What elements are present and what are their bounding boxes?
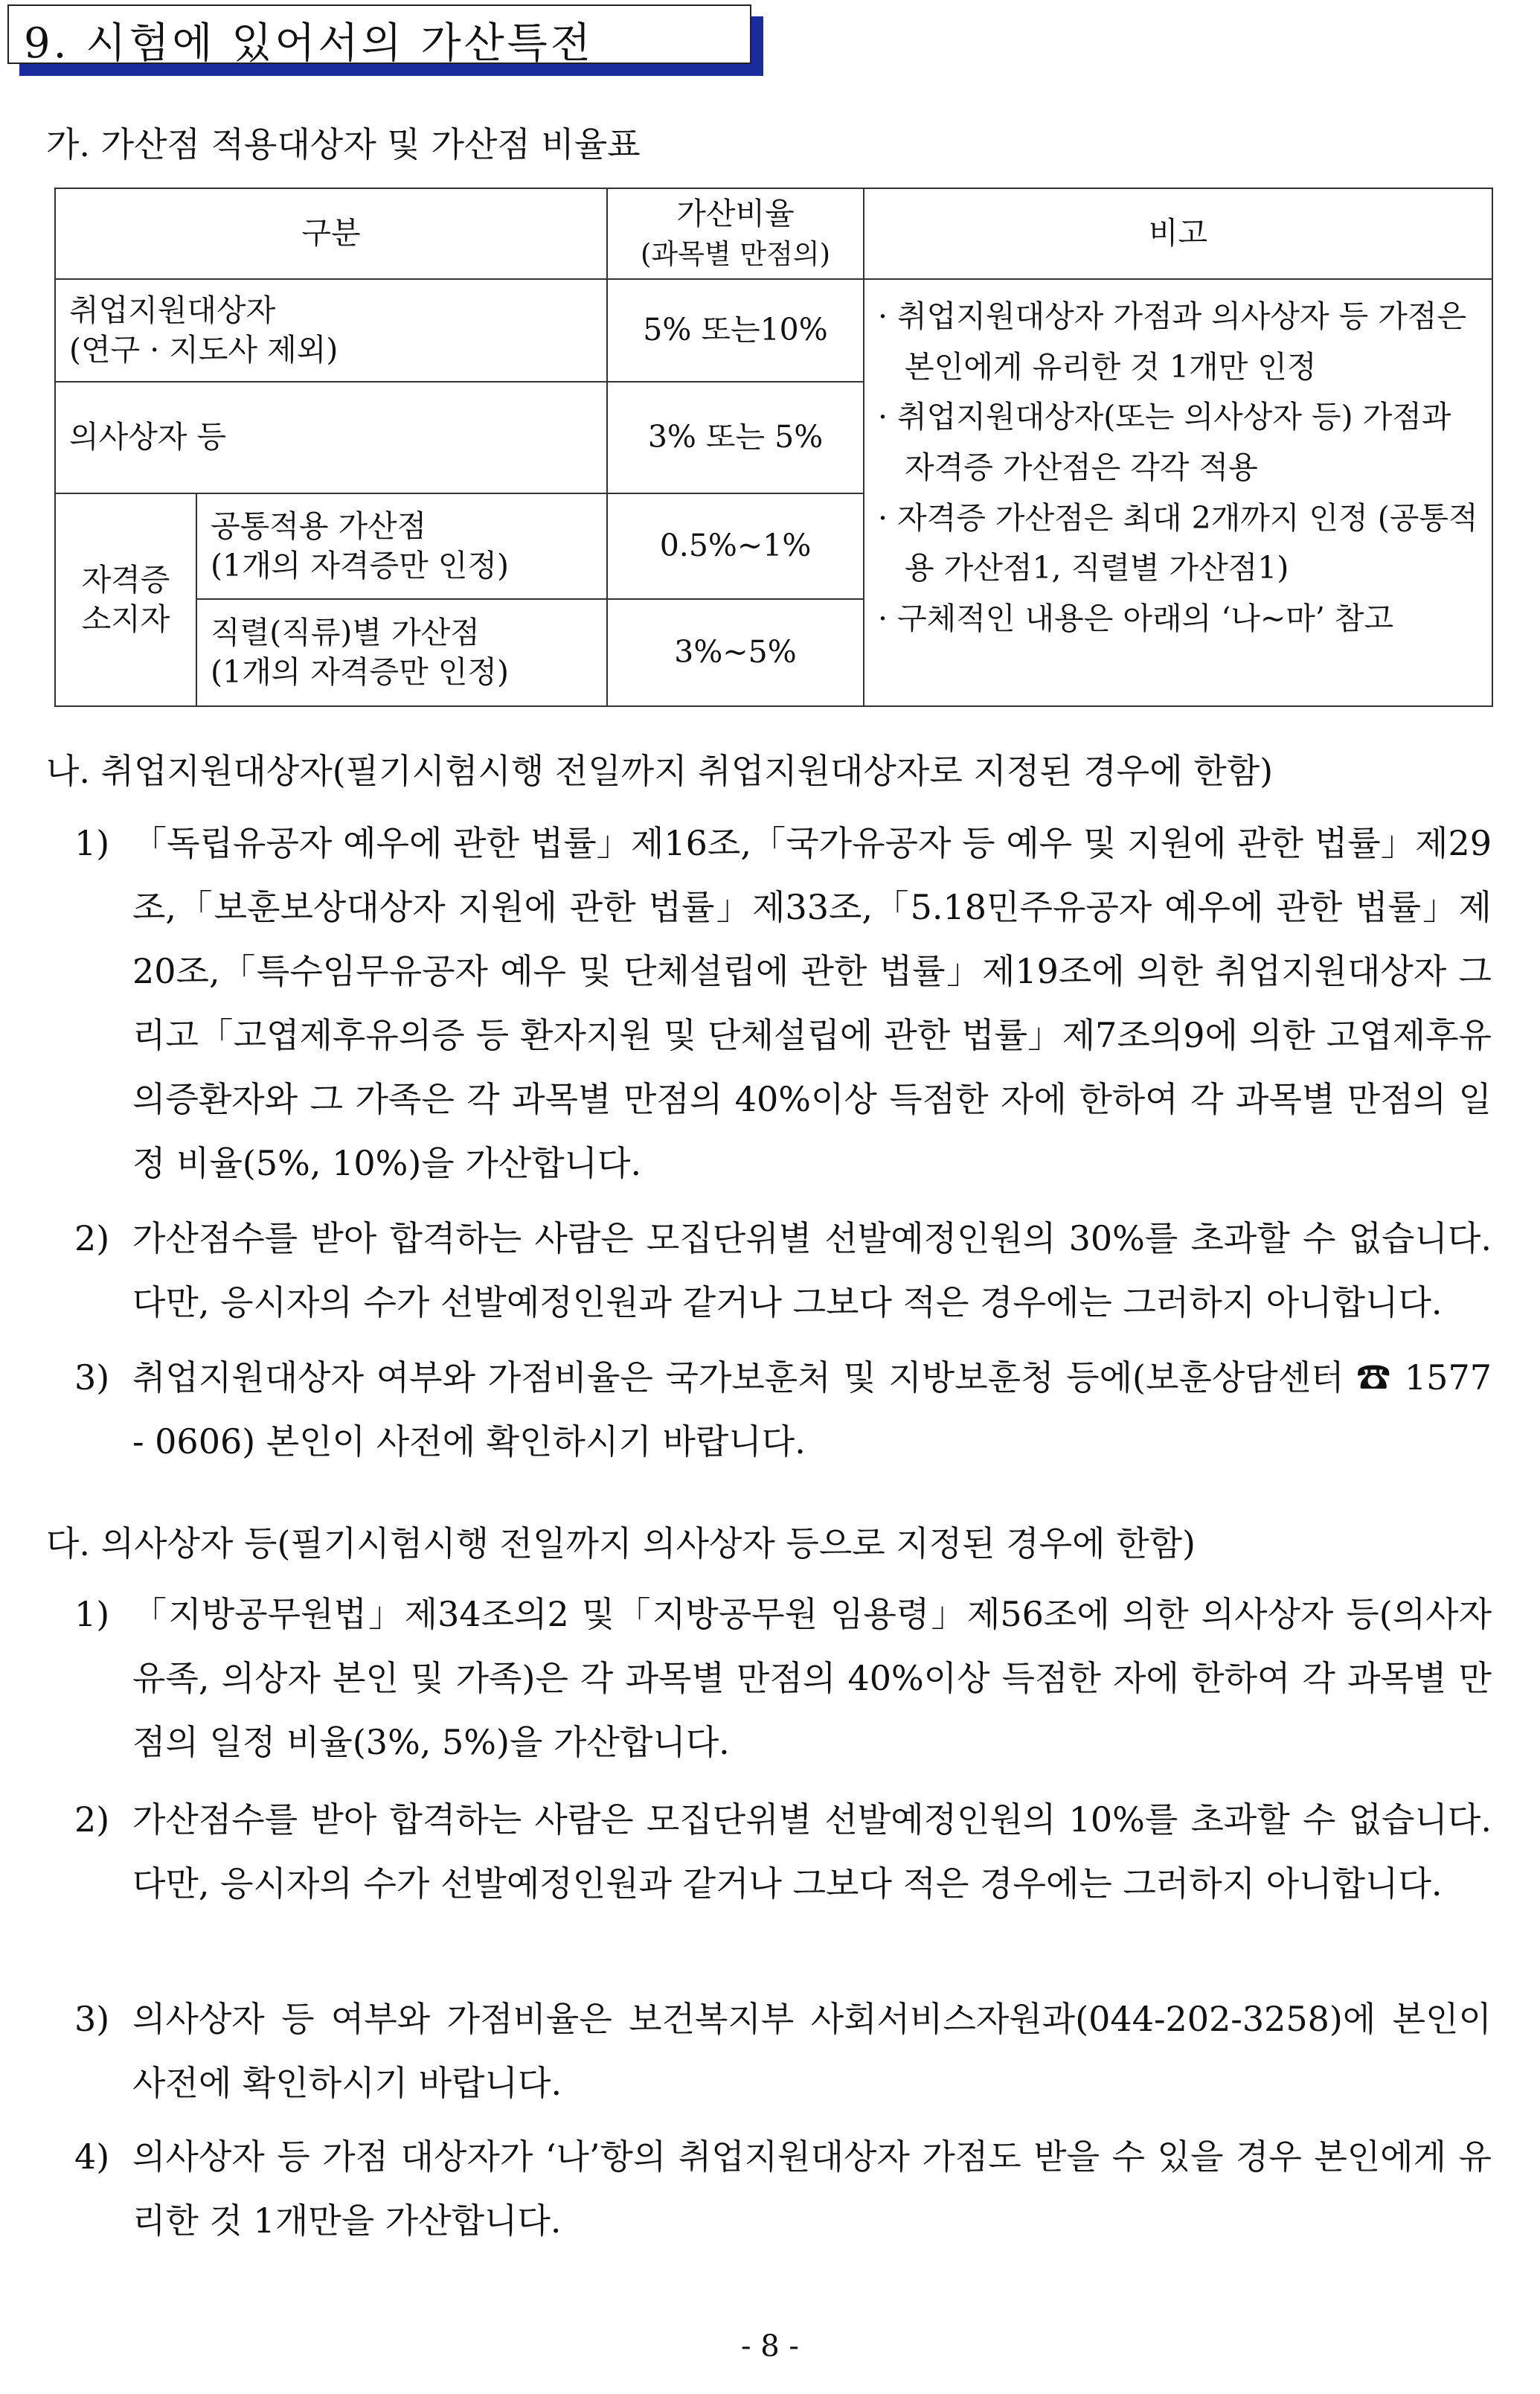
cert-common-label — [196, 493, 607, 599]
header-ratio-line1: 가산비율 — [676, 195, 795, 231]
cert-group-line1: 자격증 — [81, 561, 170, 598]
item-number: 2) — [74, 1799, 110, 1840]
list-item — [74, 1345, 1492, 1473]
item-text: 「지방공무원법」제34조의2 및「지방공무원 임용령」제56조에 의한 의사상자 등(의사자 유족, 의상자 본인 및 가족)은 각 과목별 만점의 40%이상 득점한 자에 한하여 각 과목별 만점의 일정 비율(3%, 5%)을 가산합니다. — [132, 1594, 1492, 1762]
header-ratio-line2: (과목별 만점의) — [640, 238, 831, 270]
cert-job-line1: 직렬(직류)별 가산점 — [211, 614, 480, 650]
row1-label-line1: 취업지원대상자 — [69, 292, 276, 328]
list-item — [74, 1206, 1492, 1334]
cert-job-line2: (1개의 자격증만 인정) — [211, 654, 509, 690]
page-title: 9. 시험에 있어서의 가산특전 — [24, 19, 594, 68]
note-item: · 구체적인 내용은 아래의 ‘나~마’ 참고 — [878, 600, 1394, 636]
list-item — [74, 2125, 1492, 2253]
row2-label: 의사상자 등 — [55, 382, 607, 493]
item-text: 「독립유공자 예우에 관한 법률」제16조,「국가유공자 등 예우 및 지원에 관한 법률」제29조,「보훈보상대상자 지원에 관한 법률」제33조,「5.18민주유공자 예우에 관한 법률」제20조,「특수임무유공자 예우 및 단체설립에 관한 법률」제19조에 의한 취업지원대상자 그리고「고엽제후유의증 등 환자지원 및 단체설립에 관한 법률」제7조의9에 의한 고엽제후유의증환자와 그 가족은 각 과목별 만점의 40%이상 득점한 자에 한하여 각 과목별 만점의 일정 비율(5%, 10%)을 가산합니다. — [132, 823, 1492, 1183]
row1-label — [55, 279, 607, 382]
header-note: 비고 — [864, 188, 1492, 279]
item-number: 3) — [74, 1357, 110, 1398]
item-text: 가산점수를 받아 합격하는 사람은 모집단위별 선발예정인원의 10%를 초과할 수 없습니다. 다만, 응시자의 수가 선발예정인원과 같거나 그보다 적은 경우에는 그러하지 아니합니다. — [132, 1799, 1492, 1904]
cert-group-line2: 소지자 — [81, 601, 170, 637]
item-number: 2) — [74, 1218, 110, 1258]
list-item — [74, 1987, 1492, 2115]
list-item — [74, 1582, 1492, 1774]
table-header-row — [55, 188, 1492, 279]
item-number: 3) — [74, 1999, 110, 2039]
row1-ratio: 5% 또는10% — [607, 279, 864, 382]
row1-label-line2: (연구 · 지도사 제외) — [69, 332, 339, 368]
cert-common-ratio: 0.5%~1% — [607, 493, 864, 599]
item-number: 1) — [74, 823, 110, 863]
title-box — [7, 4, 751, 68]
cert-common-line2: (1개의 자격증만 인정) — [211, 548, 509, 583]
cert-job-label — [196, 599, 607, 706]
section-ga-heading: 가. 가산점 적용대상자 및 가산점 비율표 — [46, 124, 641, 164]
row2-ratio: 3% 또는 5% — [607, 382, 864, 493]
item-number: 4) — [74, 2137, 110, 2177]
list-item — [74, 1788, 1492, 1915]
cert-common-line1: 공통적용 가산점 — [211, 508, 427, 544]
item-text: 의사상자 등 여부와 가점비율은 보건복지부 사회서비스자원과(044-202-3258)에 본인이 사전에 확인하시기 바랍니다. — [132, 1999, 1492, 2103]
cert-group-label — [55, 493, 196, 706]
header-ratio — [607, 188, 864, 279]
note-item: · 취업지원대상자 가점과 의사상자 등 가점은 본인에게 유리한 것 1개만 인정 — [878, 298, 1467, 385]
section-da-heading: 다. 의사상자 등(필기시험시행 전일까지 의사상자 등으로 지정된 경우에 한함) — [46, 1523, 1196, 1564]
header-category: 구분 — [55, 188, 607, 279]
list-item — [74, 811, 1492, 1195]
notes-cell — [864, 279, 1492, 706]
item-number: 1) — [74, 1594, 110, 1634]
bonus-ratio-table — [54, 188, 1493, 707]
cert-job-ratio: 3%~5% — [607, 599, 864, 706]
item-text: 의사상자 등 가점 대상자가 ‘나’항의 취업지원대상자 가점도 받을 수 있을 경우 본인에게 유리한 것 1개만을 가산합니다. — [132, 2137, 1492, 2241]
note-item: · 취업지원대상자(또는 의사상자 등) 가점과 자격증 가산점은 각각 적용 — [878, 399, 1451, 485]
item-text: 취업지원대상자 여부와 가점비율은 국가보훈처 및 지방보훈청 등에(보훈상담센터 ☎ 1577 - 0606) 본인이 사전에 확인하시기 바랍니다. — [132, 1357, 1492, 1462]
item-text: 가산점수를 받아 합격하는 사람은 모집단위별 선발예정인원의 30%를 초과할 수 없습니다. 다만, 응시자의 수가 선발예정인원과 같거나 그보다 적은 경우에는 그러하지 아니합니다. — [132, 1218, 1492, 1322]
page-number: - 8 - — [741, 2329, 799, 2363]
section-na-heading: 나. 취업지원대상자(필기시험시행 전일까지 취업지원대상자로 지정된 경우에 한함) — [46, 751, 1274, 791]
note-item: · 자격증 가산점은 최대 2개까지 인정 (공통적용 가산점1, 직렬별 가산점1) — [878, 499, 1478, 586]
table-row — [55, 279, 1492, 382]
